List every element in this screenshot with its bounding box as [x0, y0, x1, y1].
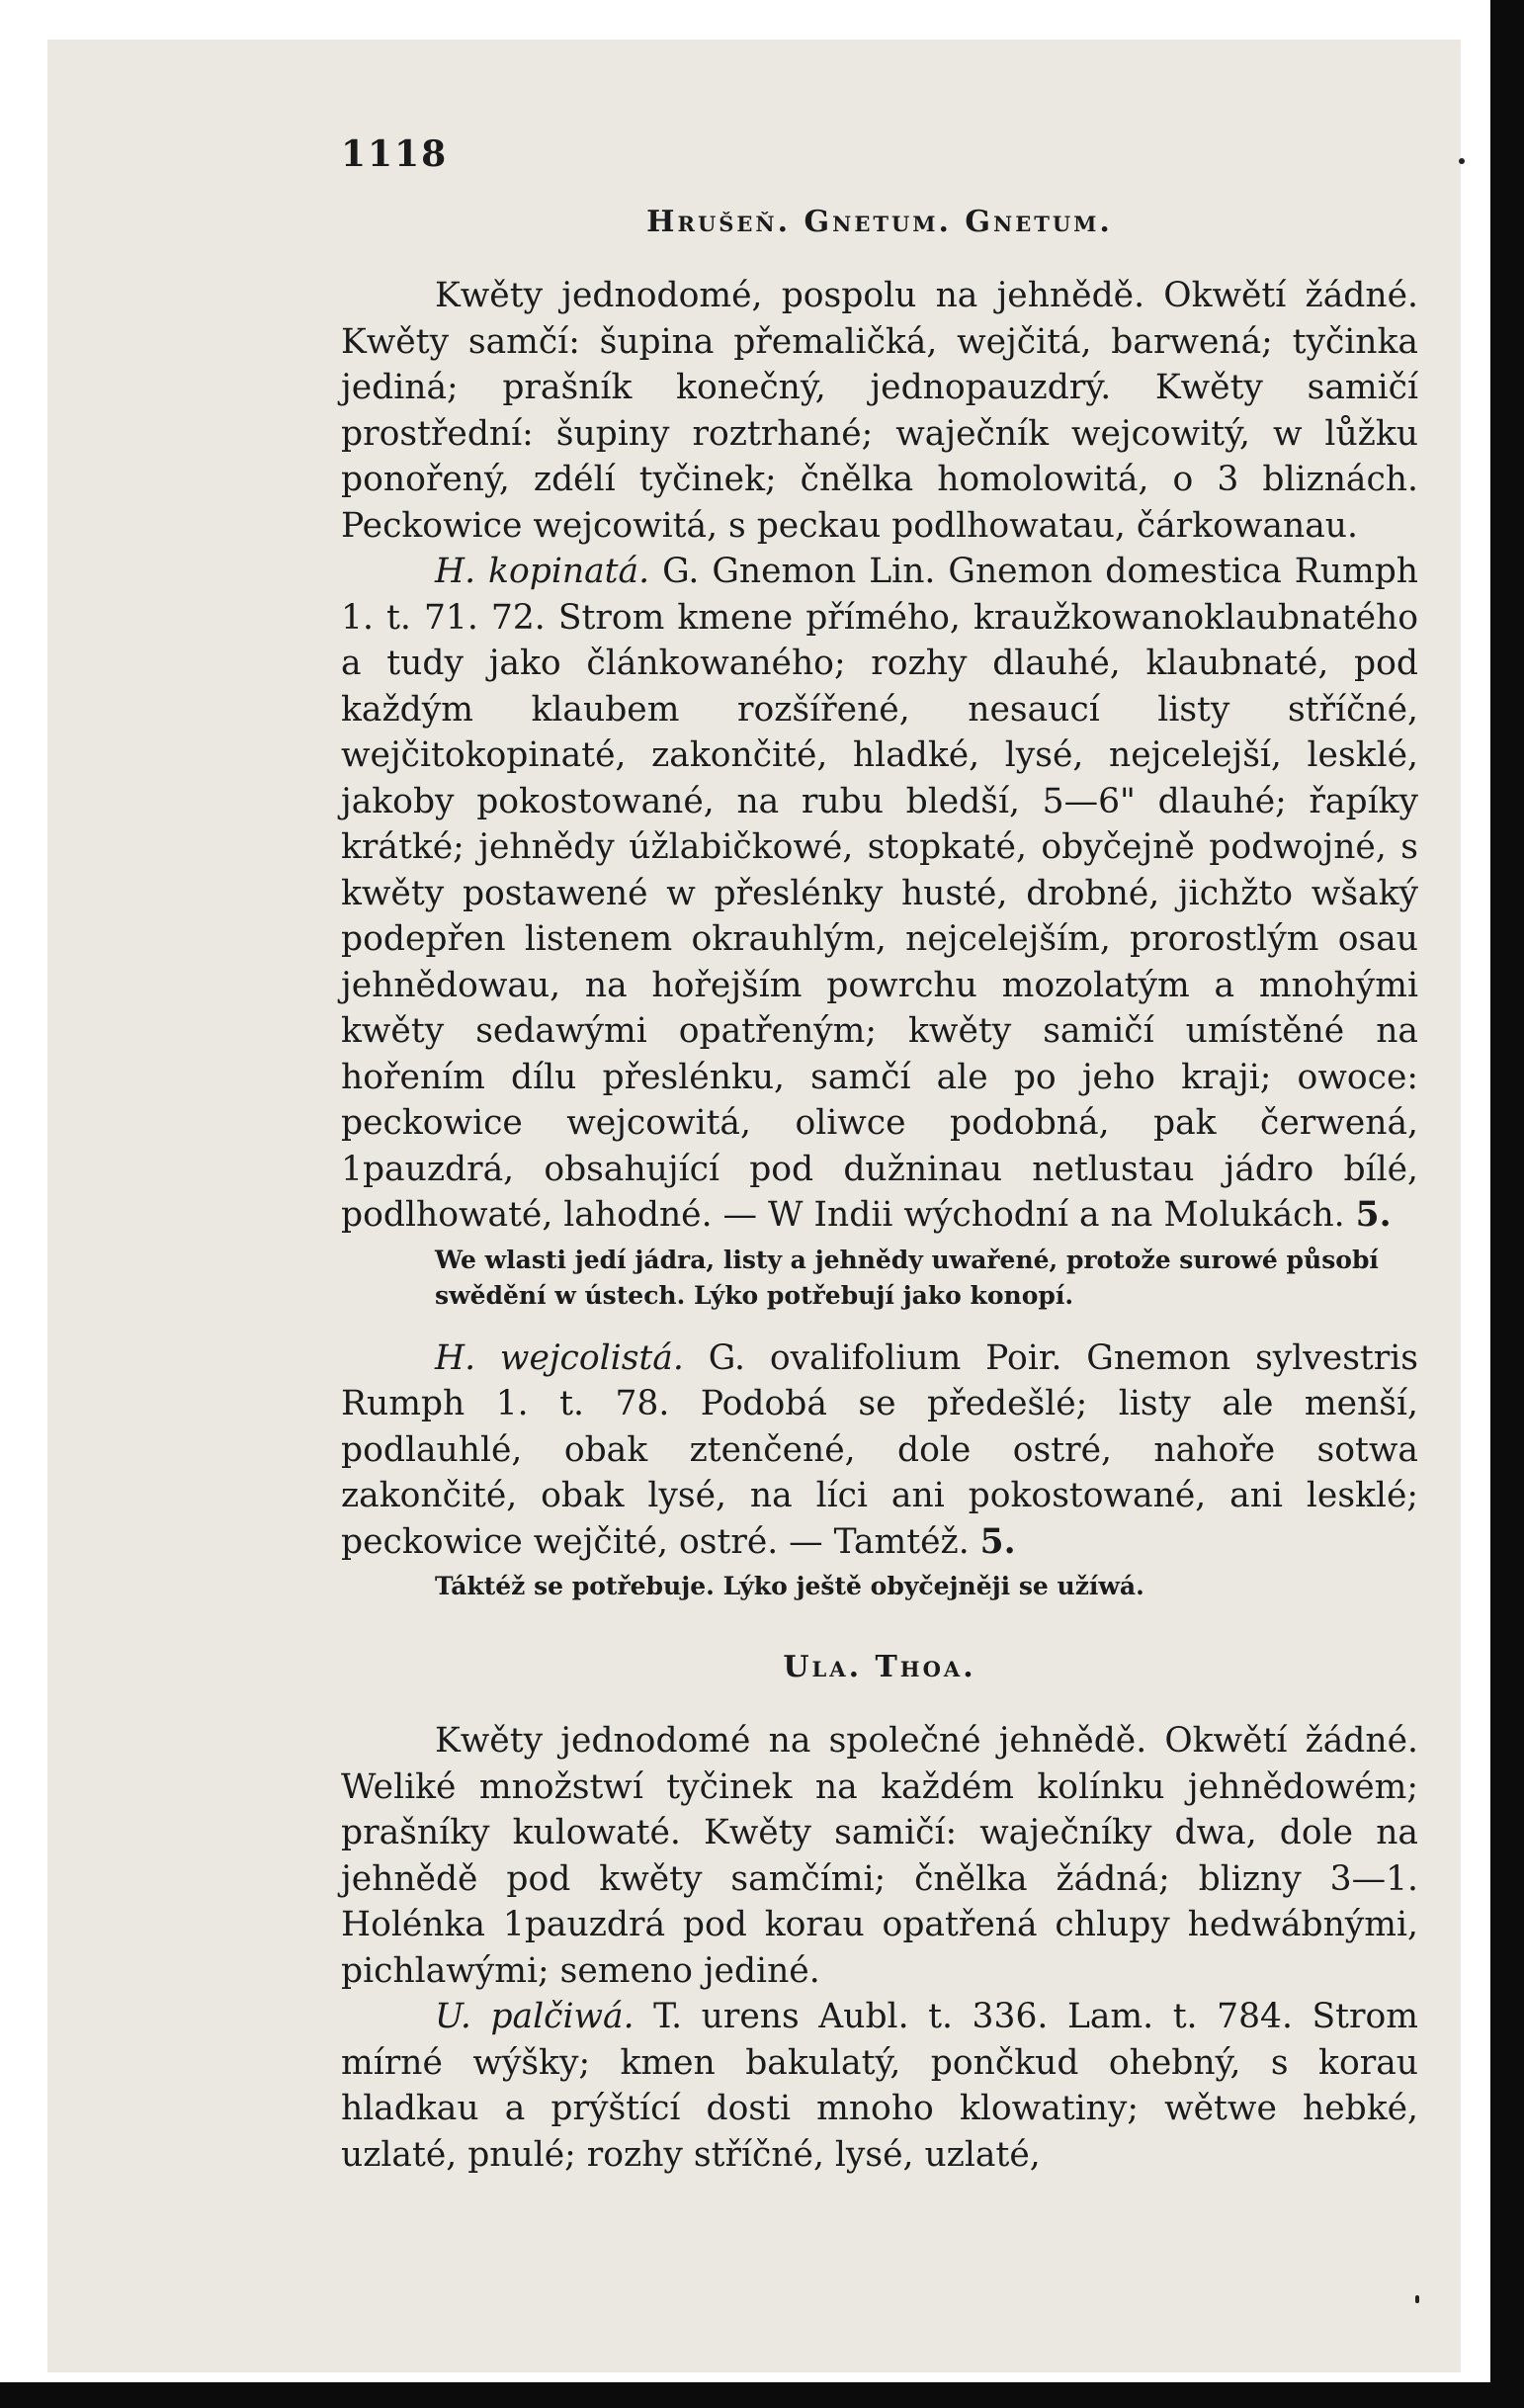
genus-description-gnetum: Kwěty jednodomé, pospolu na jehnědě. Okwětí žádné. Kwěty samčí: šupina přemaličká, wejčitá, barwená; tyčinka jediná; prašník konečný, jednopauzdrý. Kwěty samičí prostřední: šupiny roztrhané; waječník wejcowitý, w lůžku ponořený, zdélí tyčinek; čnělka homolowitá, o 3 bliznách. Peckowice wejcowitá, s peckau podlhowatau, čárkowanau.: [341, 276, 1418, 546]
species-name: H. kopinatá.: [435, 552, 650, 591]
species-entry-palciwa: [341, 1994, 1418, 2178]
species-mark: 5.: [1355, 1195, 1392, 1235]
species-note-kopinata: We wlasti jedí jádra, listy a jehnědy uwařené, protože surowé působí swědění w ústech. Lýko potřebují jako konopí.: [435, 1245, 1379, 1310]
species-text: G. Gnemon Lin. Gnemon domestica Rumph 1. t. 71. 72. Strom kmene přímého, kraužkowanoklaubnatého a tudy jako článkowaného; rozhy dlauhé, klaubnaté, pod každým klaubem rozšířené, nesaucí listy stříčné, wejčitokopinaté, zakončité, hladké, lysé, nejcelejší, lesklé, jakoby pokostowané, na rubu bledší, 5—6" dlauhé; řapíky krátké; jehnědy úžlabičkowé, stopkaté, obyčejně podwojné, s kwěty postawené w přeslénky husté, drobné, jichžto wšaký podepřen listenem okrauhlým, nejcelejším, prorostlým osau jehnědowau, na hořejším powrchu mozolatým a mnohými kwěty sedawými opatřeným; kwěty samičí umístěné na hořením dílu přeslénku, samčí ale po jeho kraji; owoce: peckowice wejcowitá, oliwce podobná, pak čerwená, 1pauzdrá, obsahující pod dužninau netlustau jádro bílé, podlhowaté, lahodné. — W Indii wýchodní a na Molukách.: [341, 552, 1418, 1235]
species-name: H. wejcolistá.: [435, 1337, 684, 1378]
species-entry-wejcolista: [341, 1335, 1418, 1566]
page-number: 1118: [341, 133, 449, 175]
species-text: G. ovalifolium Poir. Gnemon sylvestris Rumph 1. t. 78. Podobá se předešlé; listy ale menší, podlauhlé, obak ztenčené, dole ostré, nahoře sotwa zakončité, obak lysé, na líci ani pokostowané, ani lesklé; peckowice wejčité, ostré. — Tamtéž.: [341, 1337, 1419, 1562]
genus-description-thoa: Kwěty jednodomé na společné jehnědě. Okwětí žádné. Weliké množstwí tyčinek na každém kolínku jehnědowém; prašníky kulowaté. Kwěty samičí: waječníky dwa, dole na jehnědě pod kwěty samčími; čnělka žádná; blizny 3—1. Holénka 1pauzdrá pod korau opatřená chlupy hedwábnými, pichlawými; semeno jediné.: [341, 1721, 1418, 1991]
species-text: T. urens Aubl. t. 336. Lam. t. 784. Strom mírné wýšky; kmen bakulatý, pončkud ohebný, s korau hladkau a prýštící dosti mnoho klowatiny; wětwe hebké, uzlaté, pnulé; rozhy stříčné, lysé, uzlaté,: [341, 1997, 1419, 2175]
page-content: [341, 133, 1418, 2178]
scan-edge-right: [1490, 0, 1524, 2408]
species-mark: 5.: [979, 1521, 1016, 1562]
species-name: U. palčiwá.: [435, 1997, 635, 2036]
scan-speck: [1459, 158, 1465, 164]
section-heading-thoa: Ula. Thoa.: [783, 1650, 976, 1684]
species-note-wejcolista: Táktéž se potřebuje. Lýko ještě obyčejněji se užíwá.: [435, 1572, 1144, 1600]
section-heading-gnetum: Hrušeň. Gnetum. Gnetum.: [646, 205, 1113, 239]
scan-edge-bottom: [0, 2382, 1524, 2408]
species-entry-kopinata: [341, 549, 1418, 1239]
scan-speck: [1415, 2295, 1419, 2303]
